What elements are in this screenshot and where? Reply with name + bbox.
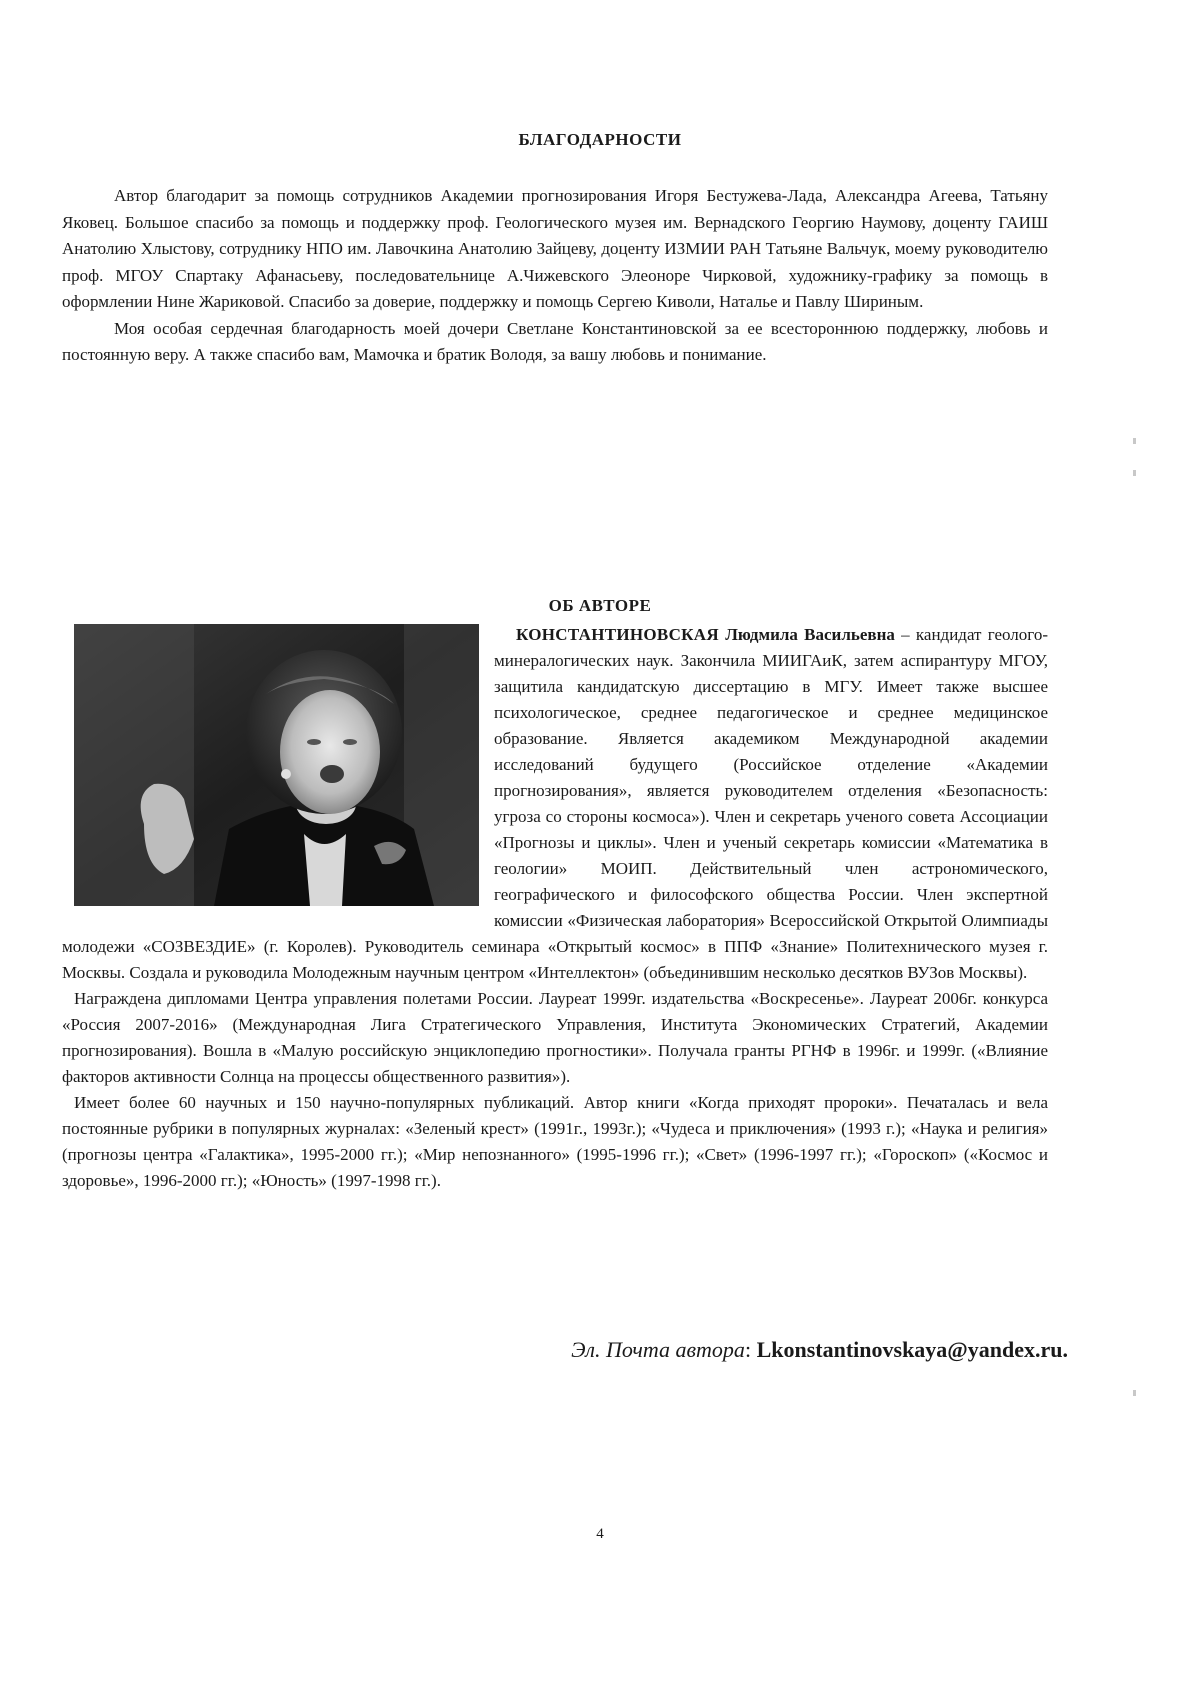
acknowledgements-paragraph: Моя особая сердечная благодарность моей дочери Светлане Константиновской за ее всестороннюю поддержку, любовь и постоянную веру. А также спасибо вам, Мамочка и братик Володя, за вашу любовь и понимание. (62, 318, 1048, 364)
author-awards-paragraph: Награждена дипломами Центра управления полетами России. Лауреат 1999г. издательства «Воскресенье». Лауреат 2006г. конкурса «Россия 2007-2016» (Международная Лига Стратегического Управления, Института Экономических Стратегий, Академии прогнозирования). Вошла в «Малую российскую энциклопедию прогностики». Получала гранты РГНФ в 1996г. и 1999г. («Влияние факторов активности Солнца на процессы общественного развития»). (62, 989, 1048, 1086)
author-photo (74, 624, 479, 906)
page-number: 4 (596, 1526, 604, 1542)
scan-speck (1133, 1390, 1136, 1396)
email-label: Эл. Почта автора (571, 1337, 745, 1362)
author-publications-paragraph: Имеет более 60 научных и 150 научно-популярных публикаций. Автор книги «Когда приходят пророки». Печаталась и вела постоянные рубрики в популярных журналах: «Зеленый крест» (1991г., 1993г.); «Чудеса и приключения» (1993 г.); «Наука и религия» (прогнозы центра «Галактика», 1995-2000 гг.); «Мир непознанного» (1995-1996 гг.); «Свет» (1996-1997 гг.); «Гороскоп» («Космос и здоровье», 1996-2000 гг.); «Юность» (1997-1998 гг.). (62, 1093, 1048, 1190)
author-given-names: Людмила Васильевна (725, 625, 895, 644)
email-address: Lkonstantinovskaya@yandex.ru. (756, 1337, 1068, 1362)
scan-speck (1133, 470, 1136, 476)
acknowledgements-paragraph: Автор благодарит за помощь сотрудников Академии прогнозирования Игоря Бестужева-Лада, Александра Агеева, Татьяну Яковец. Большое спасибо за помощь и поддержку проф. Геологического музея им. Вернадского Георгию Наумову, доценту ГАИШ Анатолию Хлыстову, сотруднику НПО им. Лавочкина Анатолию Зайцеву, доценту ИЗМИИ РАН Татьяне Вальчук, моему руководителю проф. МГОУ Спартаку Афанасьеву, последовательнице А.Чижевского Элеоноре Чирковой, художнику-графику за помощь в оформлении Нине Жариковой. Спасибо за доверие, поддержку и помощь Сергею Киволи, Наталье и Павлу Шириным. (62, 186, 1048, 311)
author-portrait-image (74, 624, 479, 906)
author-bio-intro: – кандидат геолого-минералогических наук. Закончила МИИГАиК, затем аспирантуру МГОУ, защитила кандидатскую диссертацию в МГУ. Имеет также высшее психологическое, среднее педагогическое и среднее медицинское образование. Является академиком Международной академии исследований будущего (Российское отделение «Академии прогнозирования», является руководителем отделения «Безопасность: угроза со стороны космоса»). Член и секретарь ученого совета Ассоциации «Прогнозы и циклы». Член и ученый секретарь комиссии «Математика в геологии» МОИП. Действительный член астрономического, географического и философского общества России. Член экспертной комиссии «Физическая лаборатория» Всероссийской Открытой Олимпиады молодежи «СОЗВЕЗДИЕ» (г. Королев). Руководитель семинара «Открытый космос» в ППФ «Знание» Политехнического музея г. Москвы. Создала и руководила Молодежным научным центром «Интеллектон» (объединившим несколько десятков ВУЗов Москвы). (62, 625, 1048, 982)
scan-speck (1133, 438, 1136, 444)
email-separator: : (744, 1337, 757, 1362)
acknowledgements-heading: БЛАГОДАРНОСТИ (518, 130, 682, 149)
about-author-heading: ОБ АВТОРЕ (548, 596, 652, 615)
author-bio-paragraph (62, 622, 1048, 986)
author-email-line (571, 1337, 1068, 1363)
author-surname: КОНСТАНТИНОВСКАЯ (516, 625, 719, 644)
about-author-text (62, 622, 1048, 1194)
acknowledgements-text (62, 183, 1048, 369)
